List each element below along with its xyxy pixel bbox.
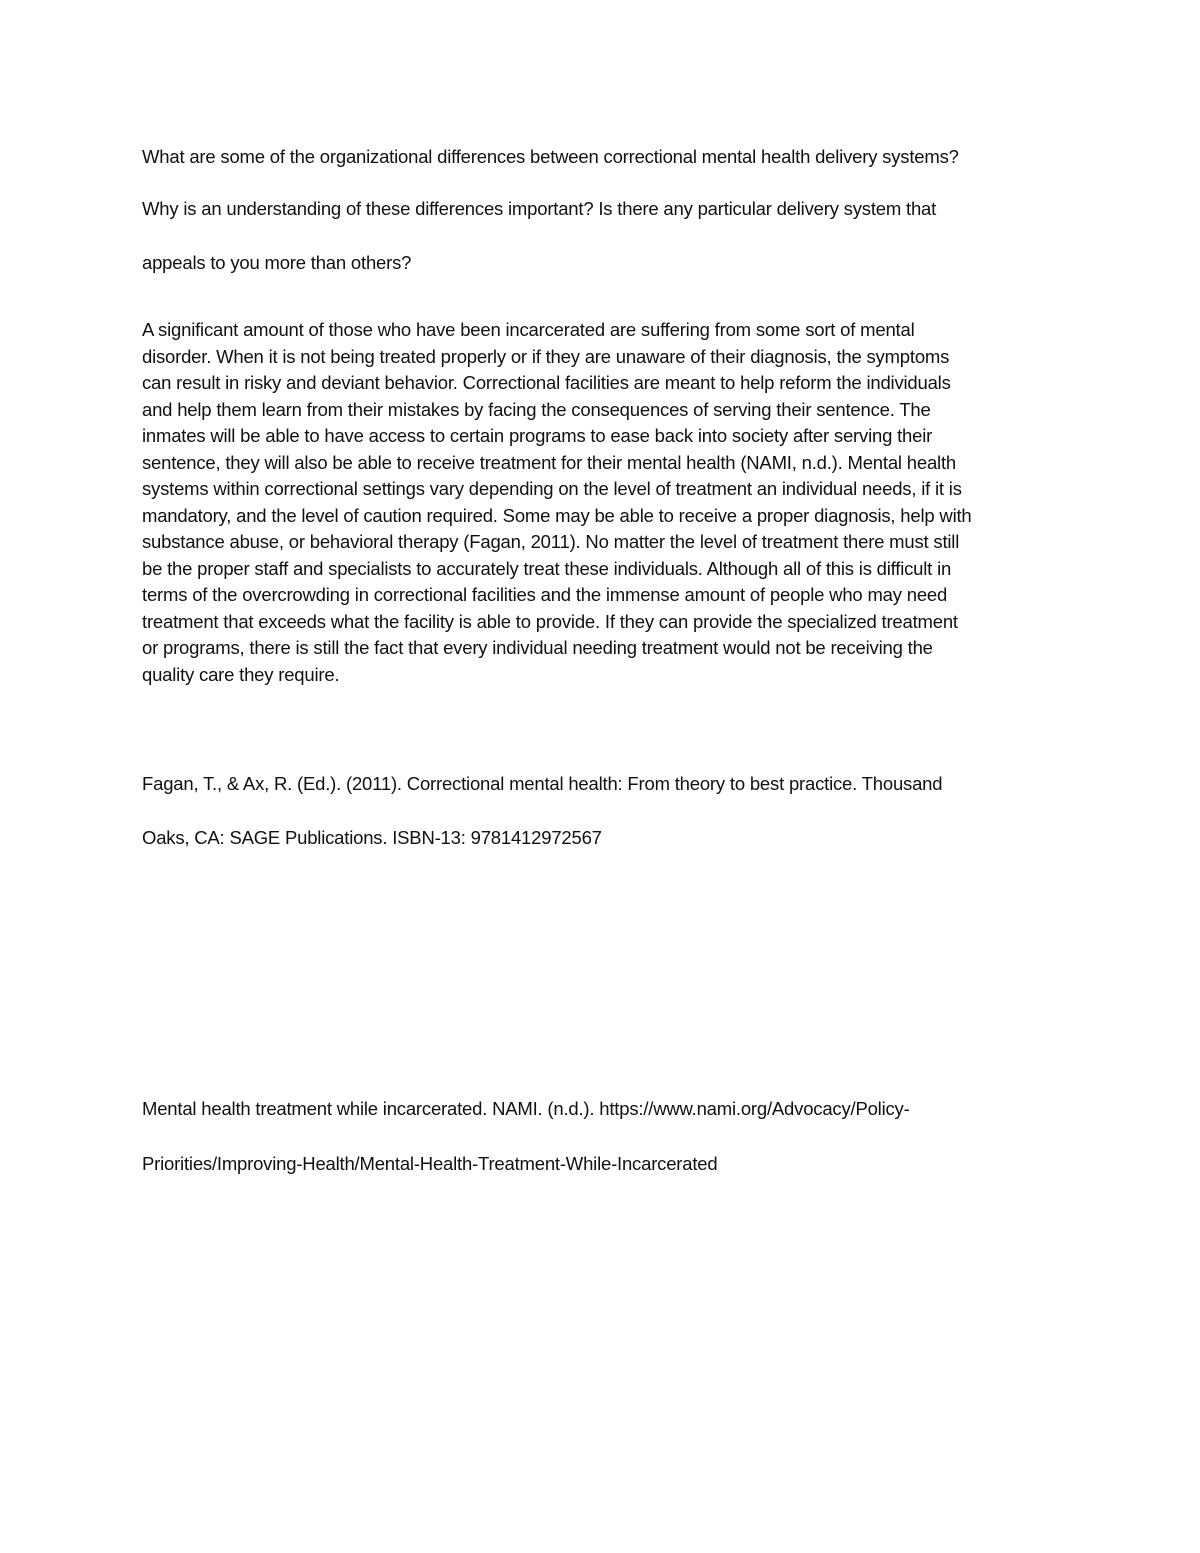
question-line-2: Why is an understanding of these differences important? Is there any particular delivery system that xyxy=(142,198,937,219)
answer-line: quality care they require. xyxy=(142,663,340,685)
answer-line: disorder. When it is not being treated properly or if they are unaware of their diagnosis, the symptoms xyxy=(142,345,950,367)
answer-line: A significant amount of those who have been incarcerated are suffering from some sort of mental xyxy=(142,319,915,340)
answer-line: terms of the overcrowding in correctional facilities and the immense amount of people who may need xyxy=(142,584,948,605)
answer-line: sentence, they will also be able to receive treatment for their mental health (NAMI, n.d.). Mental health xyxy=(142,451,956,473)
answer-line: and help them learn from their mistakes by facing the consequences of serving their sentence. The xyxy=(142,398,931,420)
answer-line: or programs, there is still the fact that every individual needing treatment would not be receiving the xyxy=(142,637,933,658)
question-line-1: What are some of the organizational differences between correctional mental health delivery systems? xyxy=(142,146,959,167)
answer-paragraph xyxy=(142,317,972,688)
reference-1-line-2: Oaks, CA: SAGE Publications. ISBN-13: 9781412972567 xyxy=(142,827,602,848)
answer-line: substance abuse, or behavioral therapy (Fagan, 2011). No matter the level of treatment there must still xyxy=(142,531,960,552)
answer-line: treatment that exceeds what the facility is able to provide. If they can provide the specialized treatment xyxy=(142,610,958,632)
reference-2-line-2: Priorities/Improving-Health/Mental-Health-Treatment-While-Incarcerated xyxy=(142,1153,718,1174)
answer-line: mandatory, and the level of caution required. Some may be able to receive a proper diagnosis, help with xyxy=(142,504,972,526)
answer-line: inmates will be able to have access to certain programs to ease back into society after serving their xyxy=(142,425,933,446)
reference-2-line-1: Mental health treatment while incarcerated. NAMI. (n.d.). https://www.nami.org/Advocacy/Policy- xyxy=(142,1098,910,1119)
answer-line: can result in risky and deviant behavior. Correctional facilities are meant to help reform the individuals xyxy=(142,372,951,393)
answer-line: systems within correctional settings vary depending on the level of treatment an individual needs, if it is xyxy=(142,478,962,499)
reference-1-line-1: Fagan, T., & Ax, R. (Ed.). (2011). Correctional mental health: From theory to best practice. Thousand xyxy=(142,773,943,794)
question-line-3: appeals to you more than others? xyxy=(142,252,412,273)
answer-line: be the proper staff and specialists to accurately treat these individuals. Although all of this is difficult in xyxy=(142,557,952,579)
